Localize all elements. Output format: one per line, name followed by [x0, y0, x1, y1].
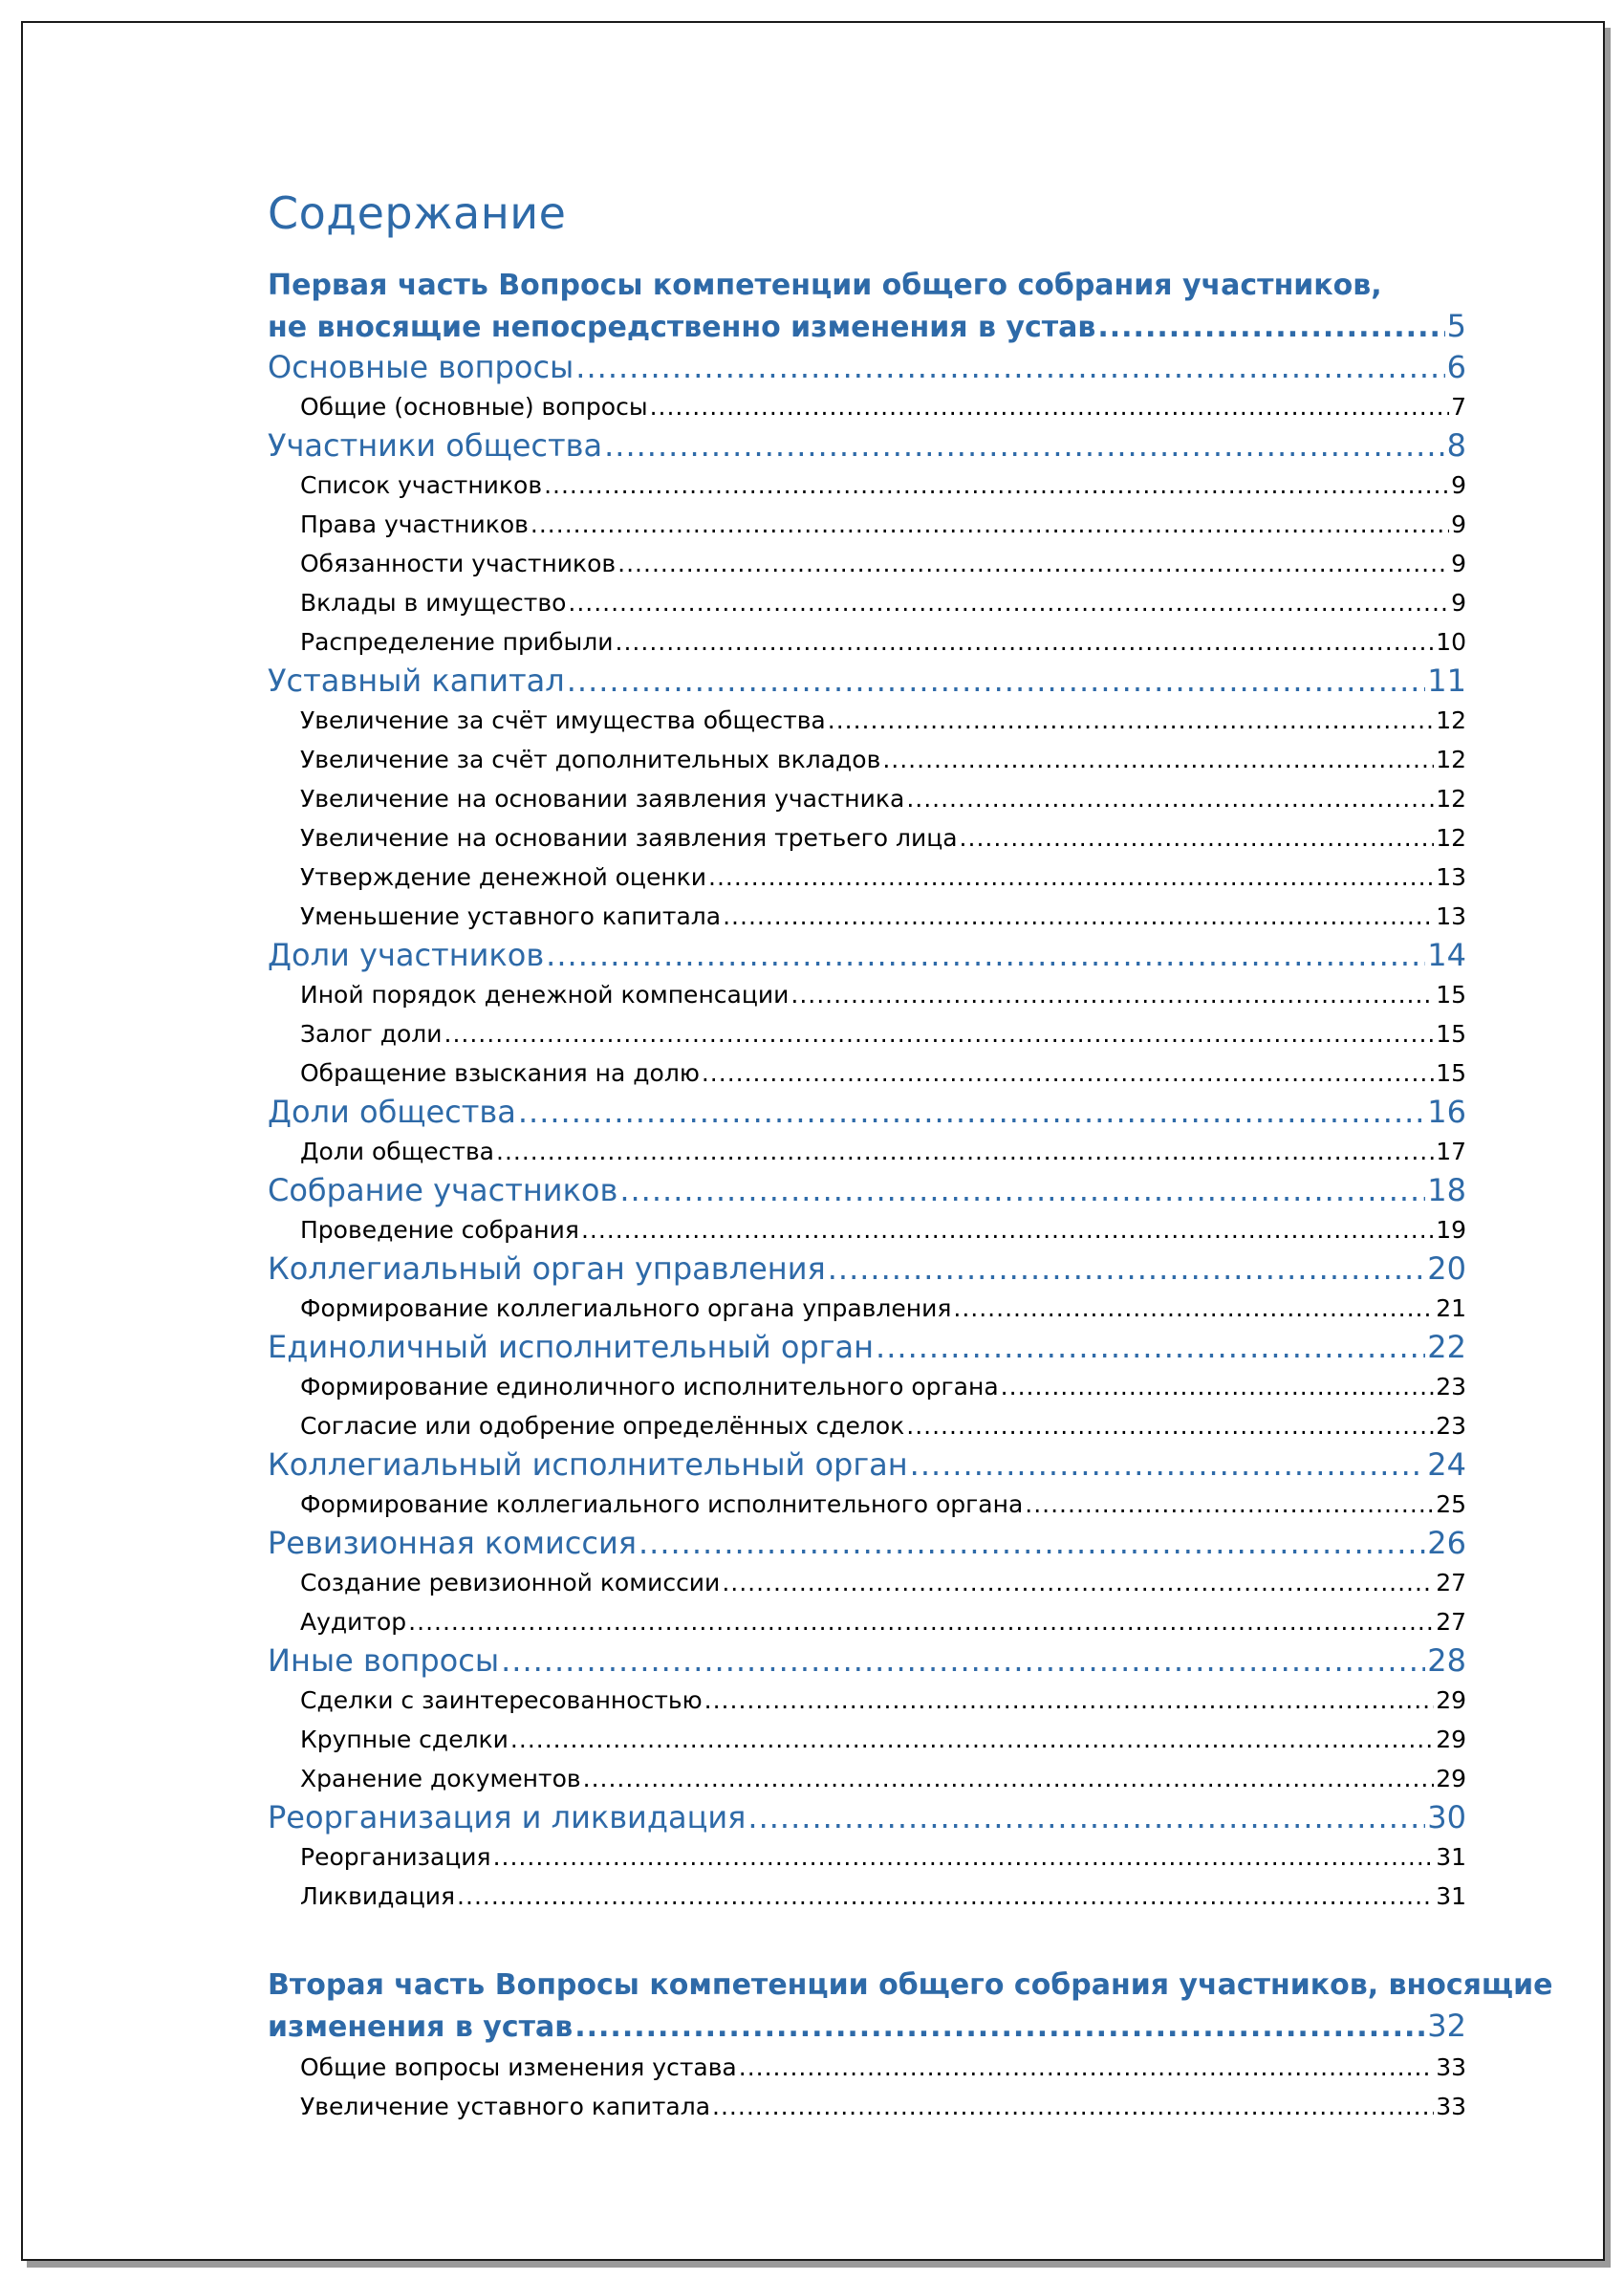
toc-subsection-entry[interactable]: [268, 387, 1466, 426]
part-heading-line1: Вторая часть Вопросы компетенции общего собрания участников, вносящие: [268, 1968, 1553, 2002]
dot-leader: [906, 1406, 1434, 1445]
toc-subsection-entry-label: Список участников: [300, 471, 543, 499]
page-number: 24: [1427, 1446, 1466, 1483]
page-number: 12: [1436, 824, 1466, 852]
toc-subsection-entry-label: Формирование единоличного исполнительного органа: [300, 1373, 999, 1401]
toc-section: [268, 1445, 1466, 1524]
dot-leader: [567, 662, 1426, 701]
dot-leader: [583, 1759, 1435, 1798]
toc-subsection-entry-label: Согласие или одобрение определённых сделок: [300, 1412, 905, 1440]
dot-leader: [604, 426, 1445, 466]
toc-section-entry[interactable]: [268, 1524, 1466, 1563]
toc-subsection-entry[interactable]: [268, 544, 1466, 583]
part-2: [268, 1965, 1553, 2048]
dot-leader: [876, 1328, 1425, 1367]
page-number: 9: [1451, 550, 1466, 577]
page-number: 29: [1436, 1726, 1466, 1753]
toc-section-entry[interactable]: [268, 662, 1466, 701]
page-number: 15: [1436, 981, 1466, 1009]
toc-subsection-entry[interactable]: [268, 1563, 1466, 1602]
page-number: 9: [1451, 589, 1466, 617]
page-number: 18: [1427, 1172, 1466, 1208]
toc-section-entry[interactable]: [268, 426, 1466, 466]
toc-subsection-entry[interactable]: [268, 1720, 1466, 1759]
page-number: 10: [1436, 628, 1466, 656]
toc-subsection-entry-label: Реорганизация: [300, 1843, 491, 1871]
toc-subsection-entry[interactable]: [268, 505, 1466, 544]
dot-leader: [739, 2048, 1434, 2087]
dot-leader: [518, 1093, 1425, 1132]
dot-leader: [704, 1681, 1435, 1720]
page-number: 21: [1436, 1294, 1466, 1322]
page-number: 5: [1446, 308, 1466, 344]
part-heading-entry-label: изменения в устав: [268, 2010, 574, 2044]
toc-subsection-entry-label: Сделки с заинтересованностью: [300, 1686, 703, 1714]
page-number: 11: [1427, 662, 1466, 699]
dot-leader: [1001, 1367, 1435, 1406]
toc-section-entry-label: Доли общества: [268, 1094, 516, 1130]
page-number: 7: [1451, 393, 1466, 421]
page-number: 9: [1451, 510, 1466, 538]
toc-title: Содержание: [268, 187, 567, 239]
dot-leader: [910, 1445, 1426, 1485]
page-number: 32: [1427, 2008, 1466, 2044]
page-number: 23: [1436, 1373, 1466, 1401]
toc-subsection-entry-label: Общие вопросы изменения устава: [300, 2053, 737, 2081]
page-number: 9: [1451, 471, 1466, 499]
toc-section-entry[interactable]: [268, 1798, 1466, 1837]
page-number: 29: [1436, 1765, 1466, 1792]
part-heading-entry-label: не вносящие непосредственно изменения в устав: [268, 311, 1096, 344]
dot-leader: [531, 505, 1449, 544]
toc-subsection-entry[interactable]: [268, 818, 1466, 858]
toc-subsection-entry[interactable]: [268, 779, 1466, 818]
toc-section-entry-label: Коллегиальный исполнительный орган: [268, 1446, 908, 1483]
toc-section: [268, 936, 1466, 1093]
toc-section-entry-label: Собрание участников: [268, 1172, 618, 1208]
toc-subsection-entry[interactable]: [268, 1485, 1466, 1524]
dot-leader: [790, 975, 1434, 1014]
dot-leader: [496, 1132, 1434, 1171]
page-number: 29: [1436, 1686, 1466, 1714]
dot-leader: [722, 1563, 1434, 1602]
dot-leader: [1097, 308, 1444, 348]
toc-subsection-entry-label: Увеличение за счёт дополнительных вкладов: [300, 746, 881, 773]
toc-subsection-entry-label: Права участников: [300, 510, 529, 538]
dot-leader: [575, 348, 1444, 387]
toc-subsection-entry-label: Ликвидация: [300, 1882, 456, 1910]
toc-section-entry-label: Коллегиальный орган управления: [268, 1250, 826, 1287]
dot-leader: [708, 858, 1434, 897]
toc-section: [268, 348, 1466, 426]
toc-section: [268, 1328, 1466, 1445]
toc-subsection-entry-label: Формирование коллегиального органа управления: [300, 1294, 952, 1322]
toc-subsection-entry[interactable]: [268, 701, 1466, 740]
dot-leader: [828, 1249, 1426, 1289]
dot-leader: [650, 387, 1450, 426]
part-heading-line1: Первая часть Вопросы компетенции общего собрания участников,: [268, 269, 1382, 302]
toc-subsection-entry-label: Хранение документов: [300, 1765, 581, 1792]
part-1: [268, 266, 1466, 348]
page-number: 17: [1436, 1138, 1466, 1165]
page-number: 26: [1427, 1525, 1466, 1561]
toc-subsection-entry[interactable]: [268, 1759, 1466, 1798]
toc-subsection-entry-label: Увеличение уставного капитала: [300, 2093, 711, 2120]
toc-subsection-entry[interactable]: [268, 975, 1466, 1014]
toc-section-entry[interactable]: [268, 1093, 1466, 1132]
toc-section-entry-label: Основные вопросы: [268, 349, 574, 385]
toc-subsection-entry[interactable]: [268, 1210, 1466, 1249]
toc-section: [268, 1798, 1466, 1916]
toc-subsection-entry[interactable]: [268, 466, 1466, 505]
document-page: [21, 21, 1605, 2261]
toc-section-entry[interactable]: [268, 1445, 1466, 1485]
toc-subsection-entry[interactable]: [268, 2048, 1466, 2087]
page-number: 22: [1427, 1329, 1466, 1365]
toc-section-entry[interactable]: [268, 936, 1466, 975]
page-number: 33: [1436, 2053, 1466, 2081]
toc-subsection-entry-label: Проведение собрания: [300, 1216, 579, 1244]
toc-subsection-entry[interactable]: [268, 622, 1466, 662]
toc-subsection-entry[interactable]: [268, 897, 1466, 936]
dot-leader: [568, 583, 1449, 622]
page-number: 30: [1427, 1799, 1466, 1835]
toc-section-entry-label: Уставный капитал: [268, 662, 565, 699]
toc-subsection-entry-label: Крупные сделки: [300, 1726, 509, 1753]
toc-section: [268, 1093, 1466, 1171]
dot-leader: [616, 622, 1435, 662]
page-number: 27: [1436, 1569, 1466, 1596]
toc-section: [268, 1641, 1466, 1798]
toc-section-entry[interactable]: [268, 348, 1466, 387]
page-number: 27: [1436, 1608, 1466, 1636]
dot-leader: [702, 1053, 1434, 1093]
toc-subsection-entry-label: Обязанности участников: [300, 550, 617, 577]
toc-section-entry-label: Участники общества: [268, 427, 603, 464]
toc-subsection-entry-label: Увеличение на основании заявления участника: [300, 785, 905, 813]
toc-section-entry[interactable]: [268, 1328, 1466, 1367]
toc-section-entry-label: Иные вопросы: [268, 1642, 500, 1679]
page-number: 23: [1436, 1412, 1466, 1440]
toc-subsection-entry[interactable]: [268, 1367, 1466, 1406]
toc-subsection-entry[interactable]: [268, 858, 1466, 897]
toc-subsection-entry[interactable]: [268, 1053, 1466, 1093]
toc-section-entry[interactable]: [268, 1641, 1466, 1681]
toc-section-entry-label: Реорганизация и ликвидация: [268, 1799, 747, 1835]
toc-section: [268, 662, 1466, 936]
toc-subsection-entry-label: Иной порядок денежной компенсации: [300, 981, 790, 1009]
dot-leader: [457, 1877, 1434, 1916]
dot-leader: [493, 1837, 1435, 1877]
page-number: 15: [1436, 1020, 1466, 1048]
page-number: 12: [1436, 706, 1466, 734]
dot-leader: [723, 897, 1434, 936]
toc-subsection-entry-label: Утверждение денежной оценки: [300, 863, 707, 891]
page-number: 33: [1436, 2093, 1466, 2120]
toc-subsection-entry-label: Создание ревизионной комиссии: [300, 1569, 721, 1596]
dot-leader: [960, 818, 1435, 858]
toc-section: [268, 2048, 1466, 2126]
toc-subsection-entry[interactable]: [268, 1681, 1466, 1720]
toc-subsection-entry[interactable]: [268, 1406, 1466, 1445]
dot-leader: [882, 740, 1434, 779]
toc-subsection-entry[interactable]: [268, 2087, 1466, 2126]
toc-section-entry-label: Единоличный исполнительный орган: [268, 1329, 875, 1365]
toc-subsection-entry-label: Увеличение на основании заявления третьего лица: [300, 824, 958, 852]
toc-subsection-entry-label: Формирование коллегиального исполнительного органа: [300, 1490, 1024, 1518]
dot-leader: [546, 936, 1425, 975]
toc-subsection-entry-label: Общие (основные) вопросы: [300, 393, 648, 421]
toc-section: [268, 1524, 1466, 1641]
page-number: 20: [1427, 1250, 1466, 1287]
toc-section: [268, 426, 1466, 662]
toc-subsection-entry-label: Уменьшение уставного капитала: [300, 902, 722, 930]
toc-section: [268, 1171, 1466, 1249]
dot-leader: [906, 779, 1434, 818]
toc-subsection-entry-label: Аудитор: [300, 1608, 407, 1636]
page-number: 16: [1427, 1094, 1466, 1130]
toc-subsection-entry[interactable]: [268, 1602, 1466, 1641]
toc-section-entry-label: Доли участников: [268, 937, 545, 973]
page-number: 8: [1446, 427, 1466, 464]
dot-leader: [1025, 1485, 1434, 1524]
toc-section-entry[interactable]: [268, 1249, 1466, 1289]
page-number: 25: [1436, 1490, 1466, 1518]
toc-subsection-entry[interactable]: [268, 583, 1466, 622]
toc-section: [268, 1249, 1466, 1328]
part-heading-entry[interactable]: [268, 306, 1466, 348]
page-number: 31: [1436, 1882, 1466, 1910]
page-number: 13: [1436, 902, 1466, 930]
dot-leader: [581, 1210, 1434, 1249]
page-number: 13: [1436, 863, 1466, 891]
toc-subsection-entry[interactable]: [268, 1837, 1466, 1877]
toc-subsection-entry-label: Увеличение за счёт имущества общества: [300, 706, 826, 734]
page-number: 15: [1436, 1059, 1466, 1087]
dot-leader: [510, 1720, 1434, 1759]
dot-leader: [747, 1798, 1425, 1837]
part-heading-entry[interactable]: [268, 2006, 1466, 2048]
toc-subsection-entry[interactable]: [268, 1877, 1466, 1916]
toc-subsection-entry[interactable]: [268, 1132, 1466, 1171]
page-number: 12: [1436, 746, 1466, 773]
toc-subsection-entry-label: Обращение взыскания на долю: [300, 1059, 700, 1087]
toc-section-entry[interactable]: [268, 1171, 1466, 1210]
dot-leader: [953, 1289, 1434, 1328]
toc-subsection-entry-label: Залог доли: [300, 1020, 443, 1048]
dot-leader: [828, 701, 1434, 740]
page-number: 14: [1427, 937, 1466, 973]
page-number: 6: [1446, 349, 1466, 385]
toc-subsection-entry-label: Доли общества: [300, 1138, 495, 1165]
dot-leader: [544, 466, 1449, 505]
dot-leader: [617, 544, 1449, 583]
toc-subsection-entry-label: Распределение прибыли: [300, 628, 614, 656]
toc-subsection-entry[interactable]: [268, 1289, 1466, 1328]
toc-subsection-entry-label: Вклады в имущество: [300, 589, 567, 617]
toc-subsection-entry[interactable]: [268, 1014, 1466, 1053]
page-number: 28: [1427, 1642, 1466, 1679]
dot-leader: [408, 1602, 1434, 1641]
dot-leader: [619, 1171, 1425, 1210]
dot-leader: [712, 2087, 1434, 2126]
toc-section-entry-label: Ревизионная комиссия: [268, 1525, 637, 1561]
table-of-contents: [268, 266, 1553, 2126]
dot-leader: [574, 2008, 1425, 2048]
page-number: 12: [1436, 785, 1466, 813]
dot-leader: [639, 1524, 1425, 1563]
toc-subsection-entry[interactable]: [268, 740, 1466, 779]
page-number: 19: [1436, 1216, 1466, 1244]
page-number: 31: [1436, 1843, 1466, 1871]
dot-leader: [501, 1641, 1425, 1681]
dot-leader: [444, 1014, 1435, 1053]
